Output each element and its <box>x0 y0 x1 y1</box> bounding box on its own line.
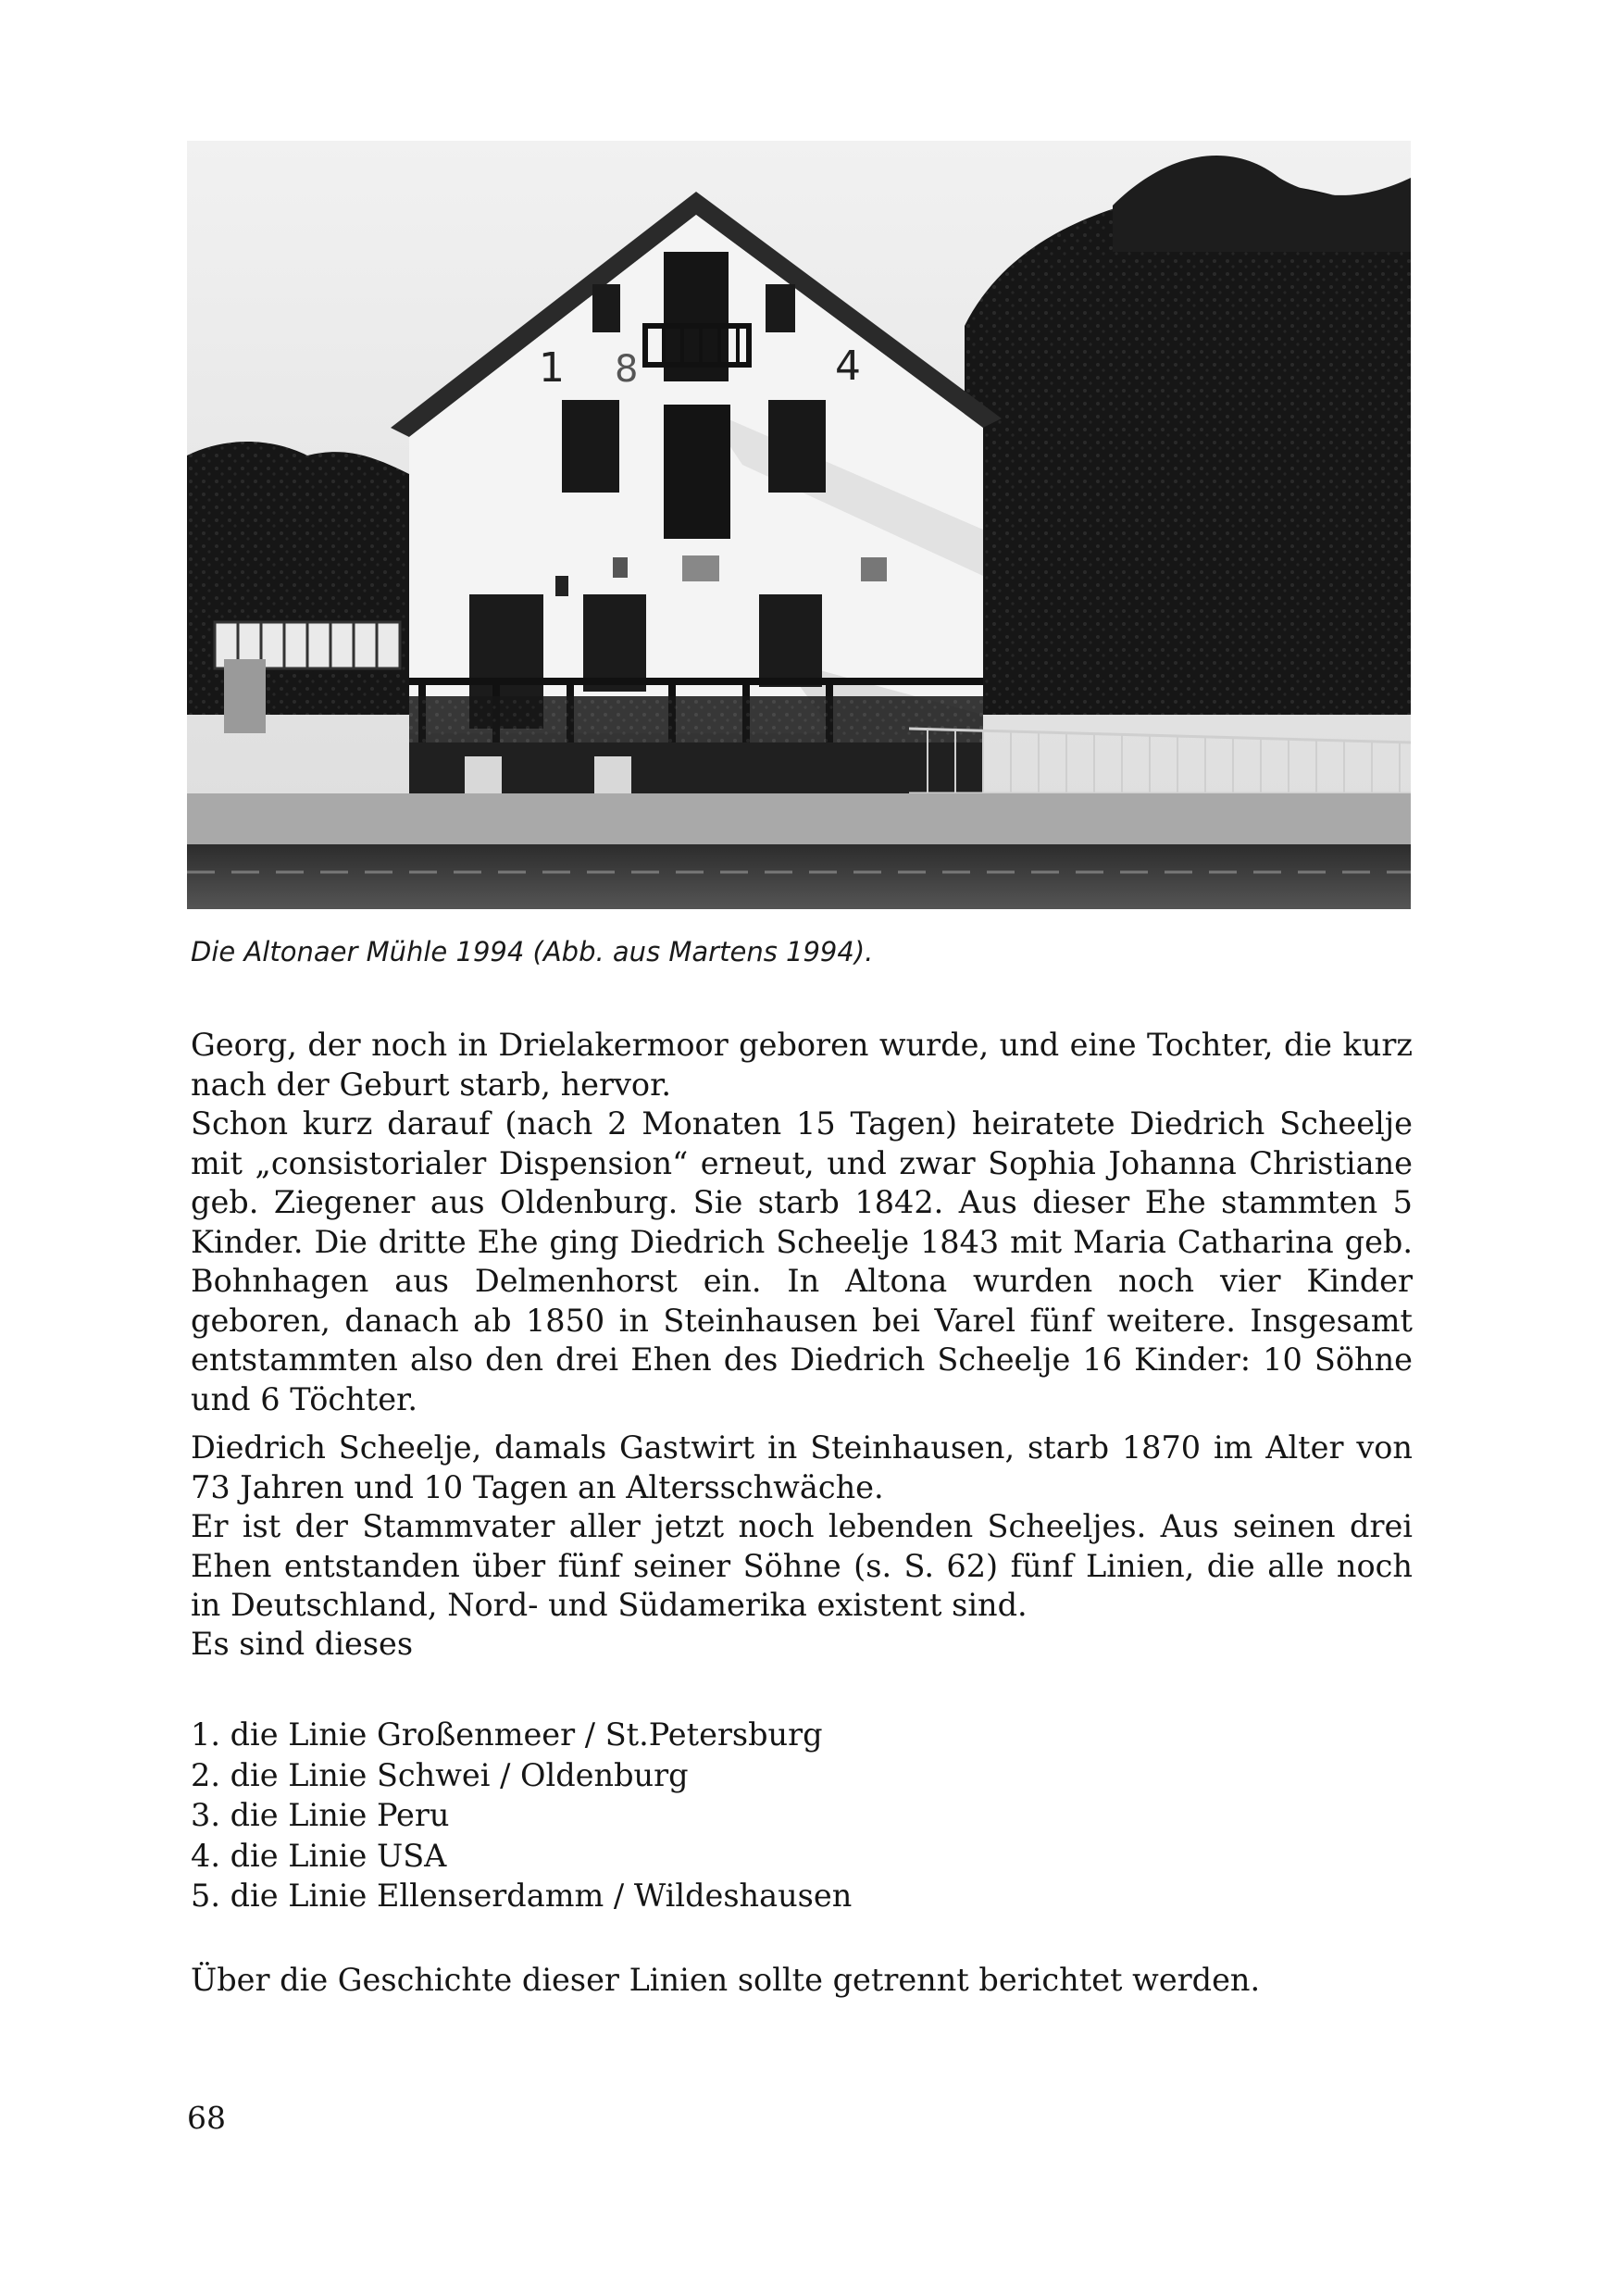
paragraph-5: Es sind dieses <box>191 1626 414 1662</box>
list-item: 4. die Linie USA <box>191 1837 447 1874</box>
page-number: 68 <box>187 2100 226 2136</box>
gable-digit-4: 4 <box>835 343 861 390</box>
gable-digit-8: 8 <box>615 348 639 391</box>
paragraph-3: Diedrich Scheelje, damals Gastwirt in Steinhausen, starb 1870 im Alter von 73 Jahren und 10 Tagen an Altersschwäche. <box>191 1429 1413 1505</box>
list-item: 3. die Linie Peru <box>191 1797 450 1833</box>
mill-photo <box>187 141 1411 909</box>
gable-digit-1: 1 <box>539 344 565 392</box>
figure-caption: Die Altonaer Mühle 1994 (Abb. aus Martens 1994). <box>191 936 874 967</box>
list-item: 1. die Linie Großenmeer / St.Petersburg <box>191 1716 823 1753</box>
list-item: 5. die Linie Ellenserdamm / Wildeshausen <box>191 1878 853 1914</box>
paragraph-1: Georg, der noch in Drielakermoor geboren wurde, und eine Tochter, die kurz nach der Geburt starb, hervor. <box>191 1027 1413 1103</box>
list-item: 2. die Linie Schwei / Oldenburg <box>191 1756 689 1793</box>
paragraph-4: Er ist der Stammvater aller jetzt noch lebenden Scheeljes. Aus seinen drei Ehen entstanden über fünf seiner Söhne (s. S. 62) fünf Linien, die alle noch in Deutschland, Nord- und Südamerika existent sind. <box>191 1508 1413 1623</box>
paragraph-6: Über die Geschichte dieser Linien sollte getrennt berichtet werden. <box>191 1962 1261 1998</box>
mill-building-image <box>187 141 1411 909</box>
paragraph-2: Schon kurz darauf (nach 2 Monaten 15 Tagen) heiratete Diedrich Scheelje mit „consistorialer Dispension“ erneut, und zwar Sophia Johanna Christiane geb. Ziegener aus Oldenburg. Sie starb 1842. Aus dieser Ehe stammten 5 Kinder. Die dritte Ehe ging Diedrich Scheelje 1843 mit Maria Catharina geb. Bohnhagen aus Delmenhorst ein. In Altona wurden noch vier Kinder geboren, danach ab 1850 in Steinhausen bei Varel fünf weitere. Insgesamt entstammten also den drei Ehen des Diedrich Scheelje 16 Kinder: 10 Söhne und 6 Töchter. <box>191 1105 1413 1417</box>
lineage-list <box>191 1715 1209 1916</box>
